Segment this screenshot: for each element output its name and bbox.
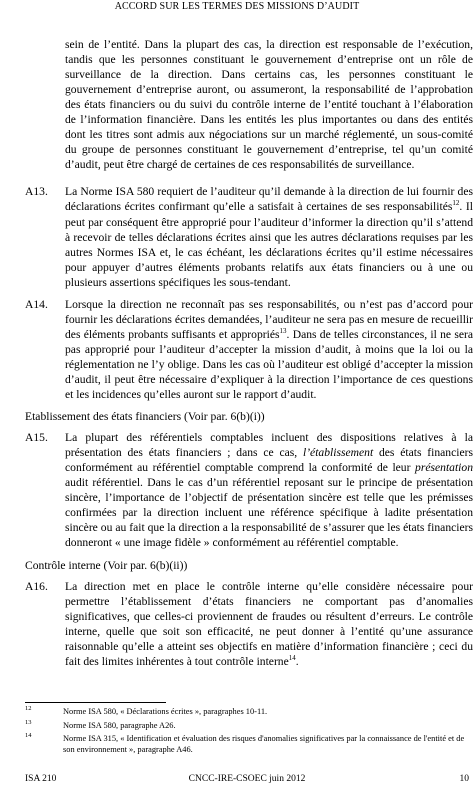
footnote-ref[interactable]: 14 (288, 653, 296, 662)
italic-term: présentation (415, 461, 473, 475)
footer-standard: ISA 210 (25, 774, 57, 784)
footer-publisher: CNCC-IRE-CSOEC juin 2012 (188, 774, 306, 784)
footnote-number: 13 (25, 718, 32, 726)
paragraph-text: . (295, 654, 299, 668)
paragraph-text: des états financiers conformément au référentiel comptable comprend la conformité de leur (65, 446, 473, 475)
intro-paragraph: sein de l’entité. Dans la plupart des cas, la direction est responsable de l’exécution, tandis que les personnes constituant le gouvernement d’entreprise ont un rôle de surveillance de la direction. Dans certains cas, les personnes constituant le gouvernement d’entreprise auront, ou assumeront, la responsabilité de l’approbation des états financiers ou du suivi du contrôle interne de l’entité touchant à l’élaboration de l’information financière. Dans les entités les plus importantes ou dans des entités dont les titres sont admis aux négociations sur un marché réglementé, un sous-comité du groupe de personnes constituant le gouvernement d’entreprise, tel qu’un comité d’audit, peut être chargé de certaines de ces responsabilités de surveillance. (65, 38, 473, 172)
paragraph-text: La plupart des référentiels comptables incluent des dispositions relatives à la présentation des états financiers ; dans ce cas, (65, 431, 473, 460)
italic-term: l’établissement (302, 446, 374, 460)
paragraph-a13 (25, 184, 473, 289)
paragraph-text: Lorsque la direction ne reconnaît pas ses responsabilités, ou n’est pas d’accord pour fournir les déclarations écrites demandées, l’auditeur ne sera pas en mesure de recueillir des éléments probants suffisants et appropriés (65, 297, 473, 341)
footnote-text: Norme ISA 580, « Déclarations écrites », paragraphes 10-11. (63, 707, 268, 716)
section-heading: Contrôle interne (Voir par. 6(b)(ii)) (25, 558, 188, 572)
page-number: 10 (459, 774, 469, 784)
footnote-item (25, 707, 469, 718)
paragraph-a15 (25, 430, 473, 550)
footnote-item (25, 734, 469, 755)
paragraph-text: La direction met en place le contrôle interne qu’elle considère nécessaire pour permettre l’établissement d’états financiers ne comportant pas d’anomalies significatives, que celles-ci proviennent de fraudes ou résultent d’erreurs. Le contrôle interne, quelle que soit son efficacité, ne peut donner à l’entité qu’une assurance raisonnable qu’elle a atteint ses objectifs en matière d’information financière ; ceci du fait des limites inhérentes à tout contrôle interne (65, 579, 473, 668)
footnote-ref[interactable]: 13 (279, 326, 287, 335)
paragraph-text: . Il peut par conséquent être approprié pour l’auditeur d’informer la direction qu’il s’attend à recevoir de telles déclarations écrites ainsi que les autres déclarations requises par les autres Normes ISA et, le cas échéant, les déclarations écrites qu’il estime nécessaires pour appuyer d’autres éléments probants relatifs aux états financiers ou à une ou plusieurs assertions spécifiques les sous-tendant. (65, 200, 473, 289)
paragraph-a14 (25, 297, 473, 402)
paragraph-number: A16. (25, 579, 48, 593)
footnote-divider (25, 702, 166, 703)
paragraph-number: A15. (25, 431, 48, 445)
footnotes (25, 707, 469, 758)
footnote-ref[interactable]: 12 (452, 199, 460, 208)
footnote-number: 14 (25, 732, 32, 739)
document-body (25, 37, 473, 676)
paragraph-number: A14. (25, 297, 48, 311)
footnote-item (25, 718, 469, 732)
running-header: ACCORD SUR LES TERMES DES MISSIONS D’AUDIT (114, 1, 360, 12)
footnote-text: Norme ISA 580, paragraphe A26. (63, 720, 176, 730)
footnote-text: Norme ISA 315, « Identification et évaluation des risques d'anomalies significatives par la connaissance de l'entité et de son environnement », paragraphe A46. (63, 734, 465, 754)
paragraph-text: . Dans de telles circonstances, il ne sera pas approprié pour l’auditeur d’accepter la mission d’audit, à moins que la loi ou la réglementation ne l’y oblige. Dans les cas où l’auditeur est obligé d’accepter la mission d’audit, il peut être nécessaire d’expliquer à la direction l’importance de ces questions et les incidences qu’elles auront sur le rapport d’audit. (65, 327, 473, 402)
paragraph-number: A13. (25, 185, 48, 199)
footnote-number: 12 (25, 705, 32, 712)
section-heading: Etablissement des états financiers (Voir par. 6(b)(i)) (25, 410, 265, 424)
paragraph-text: audit référentiel. Dans le cas d’un référentiel reposant sur le principe de présentation sincère, l’importance de l’objectif de présentation sincère est telle que les prémisses confirmées par la direction incluent une référence spécifique à ladite présentation sincère ou au fait que la direction a la responsabilité de s’assurer que les états financiers donneront « une image fidèle » conformément au référentiel comptable. (65, 476, 473, 550)
paragraph-text: La Norme ISA 580 requiert de l’auditeur qu’il demande à la direction de lui fournir des déclarations écrites confirmant qu’elle a satisfait à certaines de ses responsabilités (65, 185, 473, 214)
paragraph-a16 (25, 579, 473, 669)
